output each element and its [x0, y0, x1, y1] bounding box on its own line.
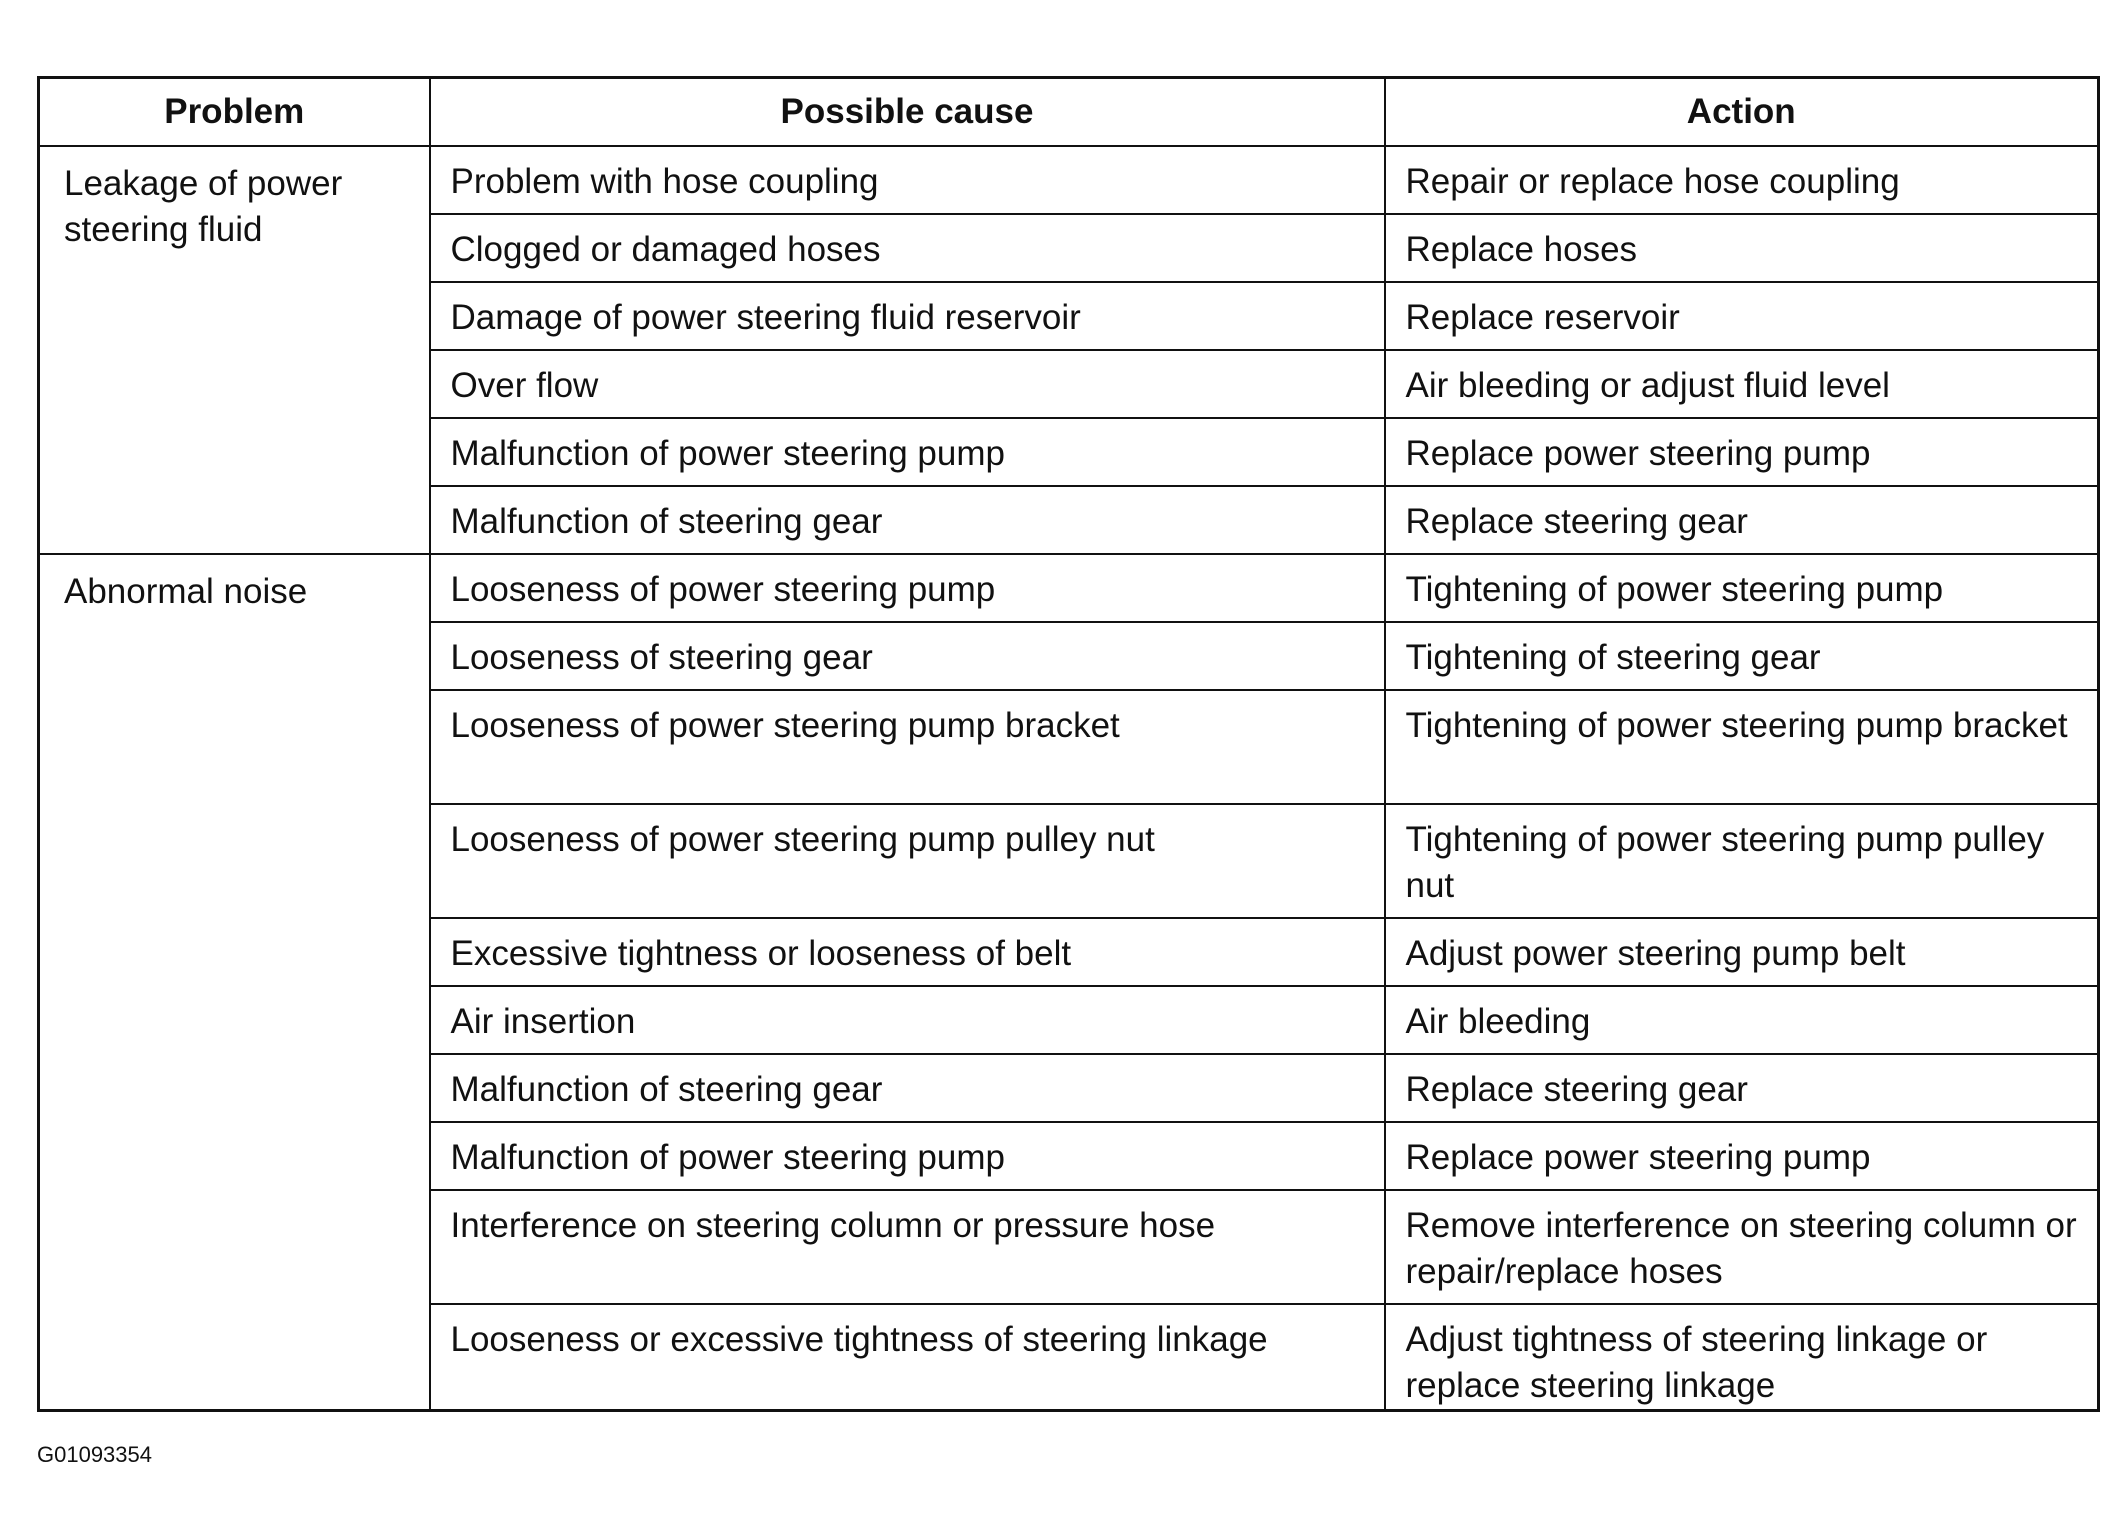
cause-cell: Over flow	[430, 350, 1385, 418]
cause-cell: Malfunction of steering gear	[430, 1054, 1385, 1122]
cause-cell: Interference on steering column or pressure hose	[430, 1190, 1385, 1304]
problem-cell: Leakage of power steering fluid	[39, 146, 430, 554]
action-cell: Repair or replace hose coupling	[1385, 146, 2099, 214]
cause-cell: Malfunction of power steering pump	[430, 1122, 1385, 1190]
cause-cell: Malfunction of power steering pump	[430, 418, 1385, 486]
cause-cell: Looseness of power steering pump pulley nut	[430, 804, 1385, 918]
figure-id-label: G01093354	[37, 1442, 152, 1467]
header-possible-cause: Possible cause	[430, 78, 1385, 147]
action-cell: Replace power steering pump	[1385, 418, 2099, 486]
header-problem: Problem	[39, 78, 430, 147]
table-row	[39, 146, 2099, 214]
table-row	[39, 554, 2099, 622]
action-cell: Replace reservoir	[1385, 282, 2099, 350]
cause-cell: Clogged or damaged hoses	[430, 214, 1385, 282]
cause-cell: Excessive tightness or looseness of belt	[430, 918, 1385, 986]
cause-cell: Malfunction of steering gear	[430, 486, 1385, 554]
cause-cell: Looseness of power steering pump bracket	[430, 690, 1385, 804]
action-cell: Air bleeding or adjust fluid level	[1385, 350, 2099, 418]
problem-group-abnormal-noise	[39, 554, 2099, 1411]
cause-cell: Looseness or excessive tightness of steering linkage	[430, 1304, 1385, 1411]
action-cell: Replace power steering pump	[1385, 1122, 2099, 1190]
cause-cell: Looseness of steering gear	[430, 622, 1385, 690]
action-cell: Adjust power steering pump belt	[1385, 918, 2099, 986]
action-cell: Tightening of power steering pump	[1385, 554, 2099, 622]
header-action: Action	[1385, 78, 2099, 147]
action-cell: Air bleeding	[1385, 986, 2099, 1054]
cause-cell: Damage of power steering fluid reservoir	[430, 282, 1385, 350]
action-cell: Replace steering gear	[1385, 1054, 2099, 1122]
action-cell: Adjust tightness of steering linkage or replace steering linkage	[1385, 1304, 2099, 1411]
action-cell: Tightening of steering gear	[1385, 622, 2099, 690]
cause-cell: Air insertion	[430, 986, 1385, 1054]
action-cell: Replace steering gear	[1385, 486, 2099, 554]
action-cell: Tightening of power steering pump bracket	[1385, 690, 2099, 804]
cause-cell: Looseness of power steering pump	[430, 554, 1385, 622]
troubleshooting-table	[37, 76, 2100, 1412]
problem-cell: Abnormal noise	[39, 554, 430, 1411]
problem-group-leakage	[39, 146, 2099, 554]
header-row	[39, 78, 2099, 147]
cause-cell: Problem with hose coupling	[430, 146, 1385, 214]
action-cell: Tightening of power steering pump pulley nut	[1385, 804, 2099, 918]
action-cell: Remove interference on steering column or repair/replace hoses	[1385, 1190, 2099, 1304]
action-cell: Replace hoses	[1385, 214, 2099, 282]
